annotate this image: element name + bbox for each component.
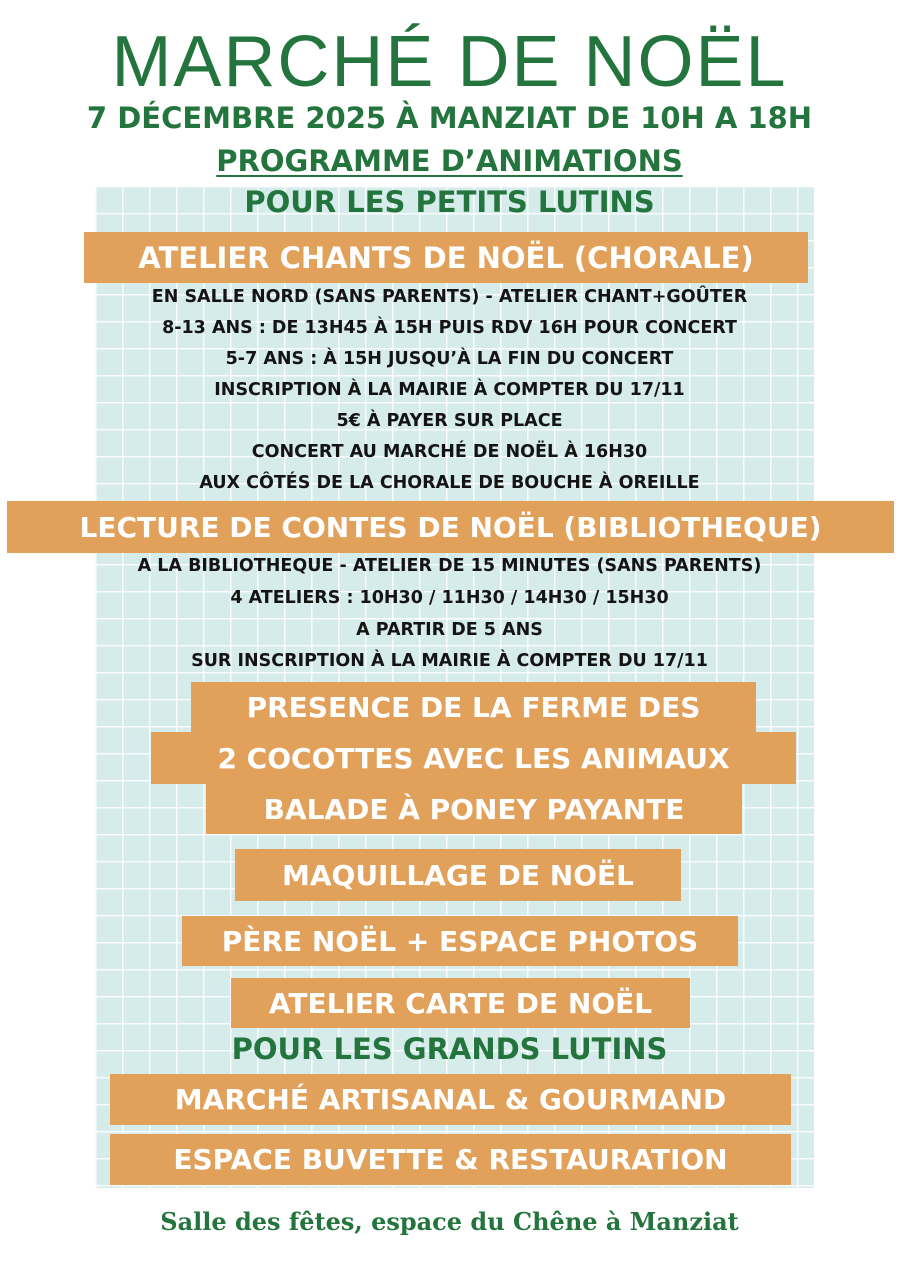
chorale-info-line-3: 5-7 ANS : À 15H JUSQU’À LA FIN DU CONCERT	[225, 349, 674, 369]
lecture-info-line-2: 4 ATELIERS : 10H30 / 11H30 / 14H30 / 15H30	[230, 588, 669, 608]
program-title: PROGRAMME D’ANIMATIONS	[216, 144, 683, 178]
chorale-info-line-2: 8-13 ANS : DE 13H45 À 15H PUIS RDV 16H POUR CONCERT	[162, 318, 737, 338]
chorale-info-line-1: EN SALLE NORD (SANS PARENTS) - ATELIER CHANT+GOÛTER	[151, 287, 748, 307]
banner-maquillage: MAQUILLAGE DE NOËL	[235, 849, 681, 901]
section-heading-grands-lutins: POUR LES GRANDS LUTINS	[231, 1032, 668, 1066]
chorale-info-line-6: CONCERT AU MARCHÉ DE NOËL À 16H30	[251, 442, 648, 462]
footer-location: Salle des fêtes, espace du Chêne à Manziat	[160, 1207, 739, 1236]
banner-buvette: ESPACE BUVETTE & RESTAURATION	[110, 1134, 791, 1185]
banner-carte-noel: ATELIER CARTE DE NOËL	[231, 978, 690, 1028]
banner-pere-noel: PÈRE NOËL + ESPACE PHOTOS	[182, 916, 738, 966]
banner-poney: BALADE À PONEY PAYANTE	[206, 784, 742, 834]
banner-ferme-line-1: PRESENCE DE LA FERME DES	[191, 682, 756, 732]
poster-title: MARCHÉ DE NOËL	[111, 22, 788, 102]
lecture-info-line-4: SUR INSCRIPTION À LA MAIRIE À COMPTER DU 17/11	[191, 651, 708, 671]
banner-chorale: ATELIER CHANTS DE NOËL (CHORALE)	[84, 232, 808, 283]
chorale-info-line-7: AUX CÔTÉS DE LA CHORALE DE BOUCHE À OREILLE	[199, 473, 700, 493]
chorale-info-line-4: INSCRIPTION À LA MAIRIE À COMPTER DU 17/11	[214, 380, 685, 400]
chorale-info-line-5: 5€ À PAYER SUR PLACE	[336, 411, 563, 431]
lecture-info-line-1: A LA BIBLIOTHEQUE - ATELIER DE 15 MINUTES (SANS PARENTS)	[137, 556, 762, 576]
event-date-line: 7 DÉCEMBRE 2025 À MANZIAT DE 10H A 18H	[86, 101, 813, 135]
lecture-info-line-3: A PARTIR DE 5 ANS	[356, 620, 543, 640]
section-heading-petits-lutins: POUR LES PETITS LUTINS	[244, 185, 655, 219]
banner-lecture: LECTURE DE CONTES DE NOËL (BIBLIOTHEQUE)	[7, 501, 894, 553]
banner-ferme-line-2: 2 COCOTTES AVEC LES ANIMAUX	[151, 732, 796, 784]
banner-marche-artisanal: MARCHÉ ARTISANAL & GOURMAND	[110, 1074, 791, 1125]
